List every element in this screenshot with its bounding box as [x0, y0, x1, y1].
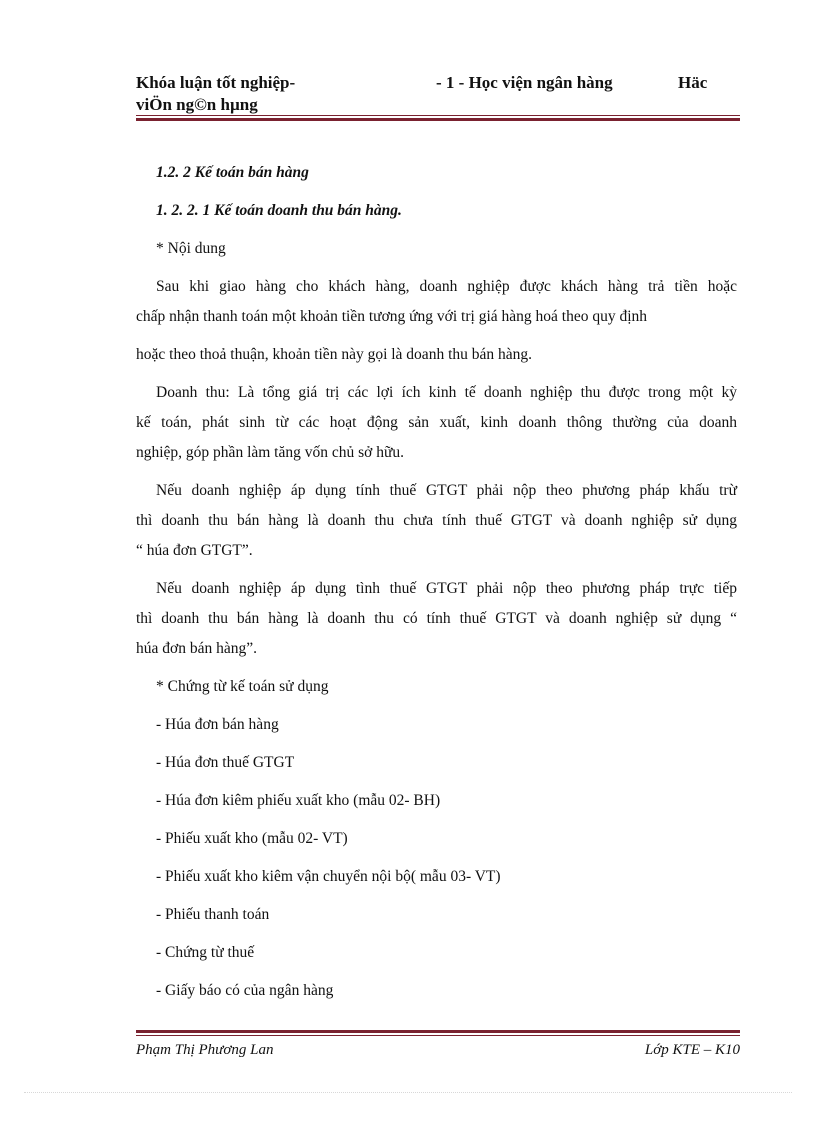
- header-page-and-institute: - 1 - Học viện ngân hàng: [436, 73, 613, 92]
- list-item: - Phiếu xuất kho (mẫu 02- VT): [156, 830, 348, 847]
- paragraph-line: kế toán, phát sinh từ các hoạt động sản xuất, kinh doanh thông thường của doanh: [136, 414, 737, 431]
- footer-author: Phạm Thị Phương Lan: [136, 1042, 274, 1058]
- paragraph-line: chấp nhận thanh toán một khoản tiền tương ứng với trị giá hàng hoá theo quy định: [136, 308, 648, 325]
- subsection-heading: 1. 2. 2. 1 Kế toán doanh thu bán hàng.: [156, 202, 402, 219]
- paragraph-line: thì doanh thu bán hàng là doanh thu chưa tính thuế GTGT và doanh nghiệp sử dụng: [136, 512, 737, 529]
- list-item: - Húa đơn kiêm phiếu xuất kho (mẫu 02- BH): [156, 792, 441, 809]
- paragraph-line: Nếu doanh nghiệp áp dụng tình thuế GTGT phải nộp theo phương pháp trực tiếp: [156, 580, 737, 597]
- paragraph-line: hoặc theo thoả thuận, khoản tiền này gọi là doanh thu bán hàng.: [136, 346, 533, 363]
- header-institute-garbled: viÖn ng©n hµng: [136, 95, 258, 114]
- list-item: - Chứng từ thuế: [156, 944, 255, 961]
- header-thesis-title: Khóa luận tốt nghiệp-: [136, 73, 296, 92]
- paragraph-line: Doanh thu: Là tổng giá trị các lợi ích kinh tế doanh nghiệp thu được trong một kỳ: [156, 384, 737, 401]
- list-item: - Húa đơn bán hàng: [156, 716, 279, 733]
- list-item: - Húa đơn thuế GTGT: [156, 754, 295, 771]
- paragraph-line: húa đơn bán hàng”.: [136, 640, 257, 657]
- list-item: - Giấy báo có của ngân hàng: [156, 982, 334, 999]
- header-rule-thin: [136, 115, 740, 116]
- section-heading: 1.2. 2 Kế toán bán hàng: [156, 164, 309, 181]
- paragraph-line: thì doanh thu bán hàng là doanh thu có tính thuế GTGT và doanh nghiệp sử dụng “: [136, 610, 737, 627]
- list-item: - Phiếu thanh toán: [156, 906, 270, 923]
- paragraph-line: Nếu doanh nghiệp áp dụng tính thuế GTGT phải nộp theo phương pháp khấu trừ: [156, 482, 737, 499]
- header-right-fragment: Häc: [678, 73, 708, 92]
- page-header: [136, 72, 740, 124]
- list-item: - Phiếu xuất kho kiêm vận chuyển nội bộ( mẫu 03- VT): [156, 868, 501, 885]
- content-label: * Nội dung: [156, 240, 226, 257]
- paragraph-line: Sau khi giao hàng cho khách hàng, doanh nghiệp được khách hàng trả tiền hoặc: [156, 278, 737, 295]
- footer-rule-thick: [136, 1030, 740, 1033]
- header-rule-thick: [136, 118, 740, 121]
- page-edge-divider: [24, 1092, 792, 1093]
- documents-label: * Chứng từ kế toán sử dụng: [156, 678, 329, 695]
- footer-rule-thin: [136, 1035, 740, 1036]
- paragraph-line: “ húa đơn GTGT”.: [136, 542, 253, 559]
- footer-class: Lớp KTE – K10: [644, 1042, 740, 1058]
- paragraph-line: nghiệp, góp phần làm tăng vốn chủ sở hữu.: [136, 444, 405, 461]
